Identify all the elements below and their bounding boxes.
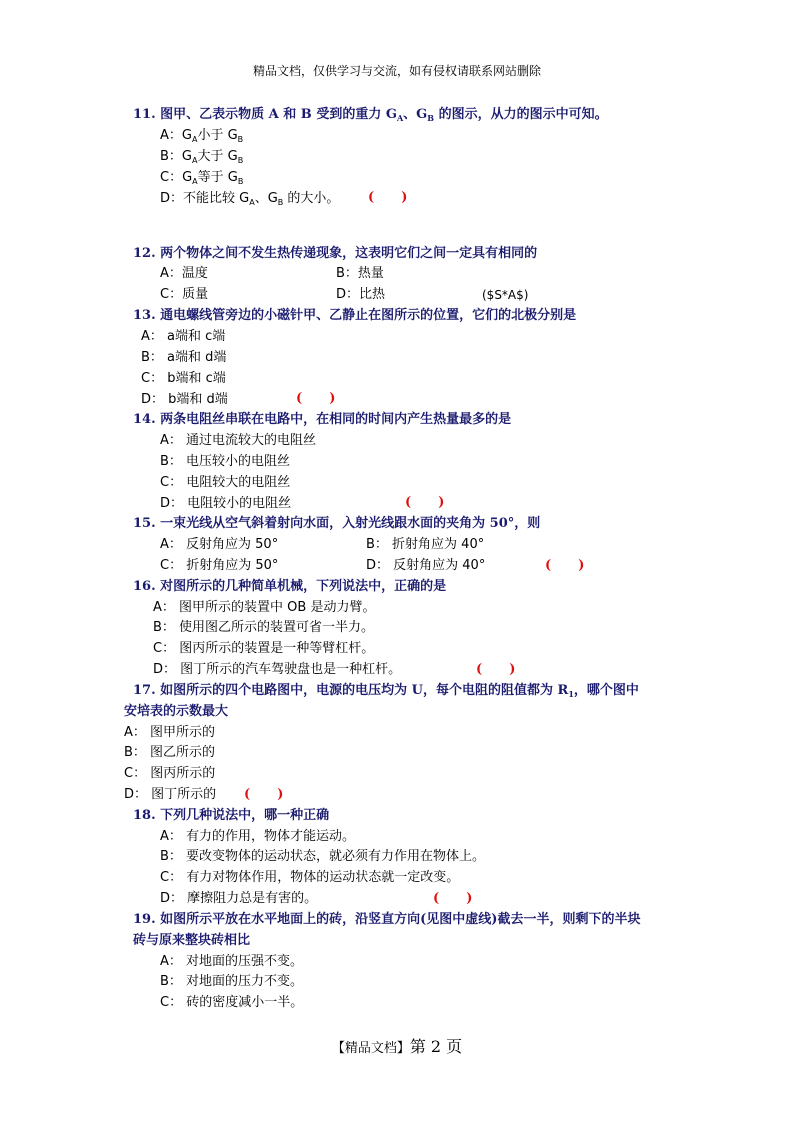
- question-17-option-a: A： 图甲所示的: [124, 725, 216, 740]
- question-16-option-b: B： 使用图乙所示的装置可省一半力。: [153, 620, 375, 635]
- question-13-option-c: C： b端和 c端: [141, 371, 226, 386]
- question-13-option-b: B： a端和 d端: [141, 350, 227, 365]
- question-18-option-b: B： 要改变物体的运动状态，就必须有力作用在物体上。: [160, 849, 486, 864]
- question-15-stem: 15. 一束光线从空气斜着射向水面，入射光线跟水面的夹角为 50°，则: [133, 516, 541, 531]
- question-19-stem: 19. 如图所示平放在水平地面上的砖，沿竖直方向(见图中虚线)截去一半，则剩下的半块: [133, 912, 641, 927]
- question-11-option-c: C：$G_A$等于 $G_B$: [160, 170, 244, 186]
- question-18-option-d: D： 摩擦阻力总是有害的。: [160, 891, 318, 906]
- question-15-option-a: A： 反射角应为 50°: [160, 537, 279, 552]
- question-12-option-d: D：比热: [336, 287, 386, 302]
- question-12-option-b: B：热量: [336, 266, 384, 281]
- question-18-option-a: A： 有力的作用，物体才能运动。: [160, 829, 356, 844]
- page-footer: [0, 1034, 794, 1057]
- question-13-option-d: D： b端和 d端: [141, 392, 228, 407]
- question-11-option-a: A：$G_A$小于 $G_B$: [160, 128, 244, 144]
- footer-tag: 【精品文档】: [331, 1041, 410, 1056]
- question-11-option-d: D：不能比较 $G_A$、$G_B$ 的大小。: [160, 191, 340, 207]
- question-11-option-b: B：$G_A$大于 $G_B$: [160, 149, 244, 165]
- question-14-option-b: B： 电压较小的电阻丝: [160, 454, 291, 469]
- question-16-option-d: D： 图丁所示的汽车驾驶盘也是一种杠杆。: [153, 662, 402, 677]
- answer-blank-11: ( ): [368, 190, 408, 205]
- question-12-code: ($S*A$): [482, 288, 529, 302]
- question-16-option-c: C： 图丙所示的装置是一种等臂杠杆。: [153, 641, 375, 656]
- question-18-stem: 18. 下列几种说法中，哪一种正确: [133, 808, 330, 823]
- question-14-option-c: C： 电阻较大的电阻丝: [160, 475, 291, 490]
- answer-blank-15: ( ): [545, 558, 585, 573]
- question-12-option-a: A：温度: [160, 266, 208, 281]
- question-13-option-a: A： a端和 c端: [141, 329, 226, 344]
- question-19-option-a: A： 对地面的压强不变。: [160, 954, 304, 969]
- question-15-option-d: D： 反射角应为 40°: [366, 558, 486, 573]
- question-13-stem: 13. 通电螺线管旁边的小磁针甲、乙静止在图所示的位置，它们的北极分别是: [133, 308, 577, 323]
- question-12-stem: 12. 两个物体之间不发生热传递现象，这表明它们之间一定具有相同的: [133, 246, 538, 261]
- question-14-stem: 14. 两条电阻丝串联在电路中，在相同的时间内产生热量最多的是: [133, 412, 512, 427]
- question-15-option-c: C： 折射角应为 50°: [160, 558, 279, 573]
- answer-blank-18: ( ): [433, 891, 473, 906]
- question-16-option-a: A： 图甲所示的装置中 OB 是动力臂。: [153, 600, 376, 615]
- answer-blank-14: ( ): [405, 495, 445, 510]
- answer-blank-13: ( ): [296, 391, 336, 406]
- question-17-option-d: D： 图丁所示的: [124, 787, 217, 802]
- page-header: 精品文档，仅供学习与交流，如有侵权请联系网站删除: [252, 64, 541, 78]
- question-11-stem: 11. 图甲、乙表示物质 A 和 B 受到的重力 $G_A$、$G_B$ 的图示，从力的图示中可知。: [133, 107, 608, 123]
- question-19-option-b: B： 对地面的压力不变。: [160, 974, 304, 989]
- question-17-stem-cont: 安培表的示数最大: [124, 704, 229, 719]
- answer-blank-17: ( ): [244, 787, 284, 802]
- question-17-option-c: C： 图丙所示的: [124, 766, 216, 781]
- question-17-option-b: B： 图乙所示的: [124, 745, 216, 760]
- question-16-stem: 16. 对图所示的几种简单机械，下列说法中，正确的是: [133, 579, 447, 594]
- answer-blank-16: ( ): [476, 662, 516, 677]
- page-number: 第 2 页: [409, 1037, 463, 1056]
- question-19-stem-cont: 砖与原来整块砖相比: [133, 933, 251, 948]
- question-14-option-a: A： 通过电流较大的电阻丝: [160, 433, 317, 448]
- question-18-option-c: C： 有力对物体作用，物体的运动状态就一定改变。: [160, 870, 460, 885]
- question-14-option-d: D： 电阻较小的电阻丝: [160, 496, 292, 511]
- question-19-option-c: C： 砖的密度减小一半。: [160, 995, 304, 1010]
- question-17-stem: 17. 如图所示的四个电路图中，电源的电压均为 U，每个电阻的阻值都为 $R_1$，哪个图中: [133, 683, 639, 699]
- question-12-option-c: C：质量: [160, 287, 209, 302]
- question-15-option-b: B： 折射角应为 40°: [366, 537, 485, 552]
